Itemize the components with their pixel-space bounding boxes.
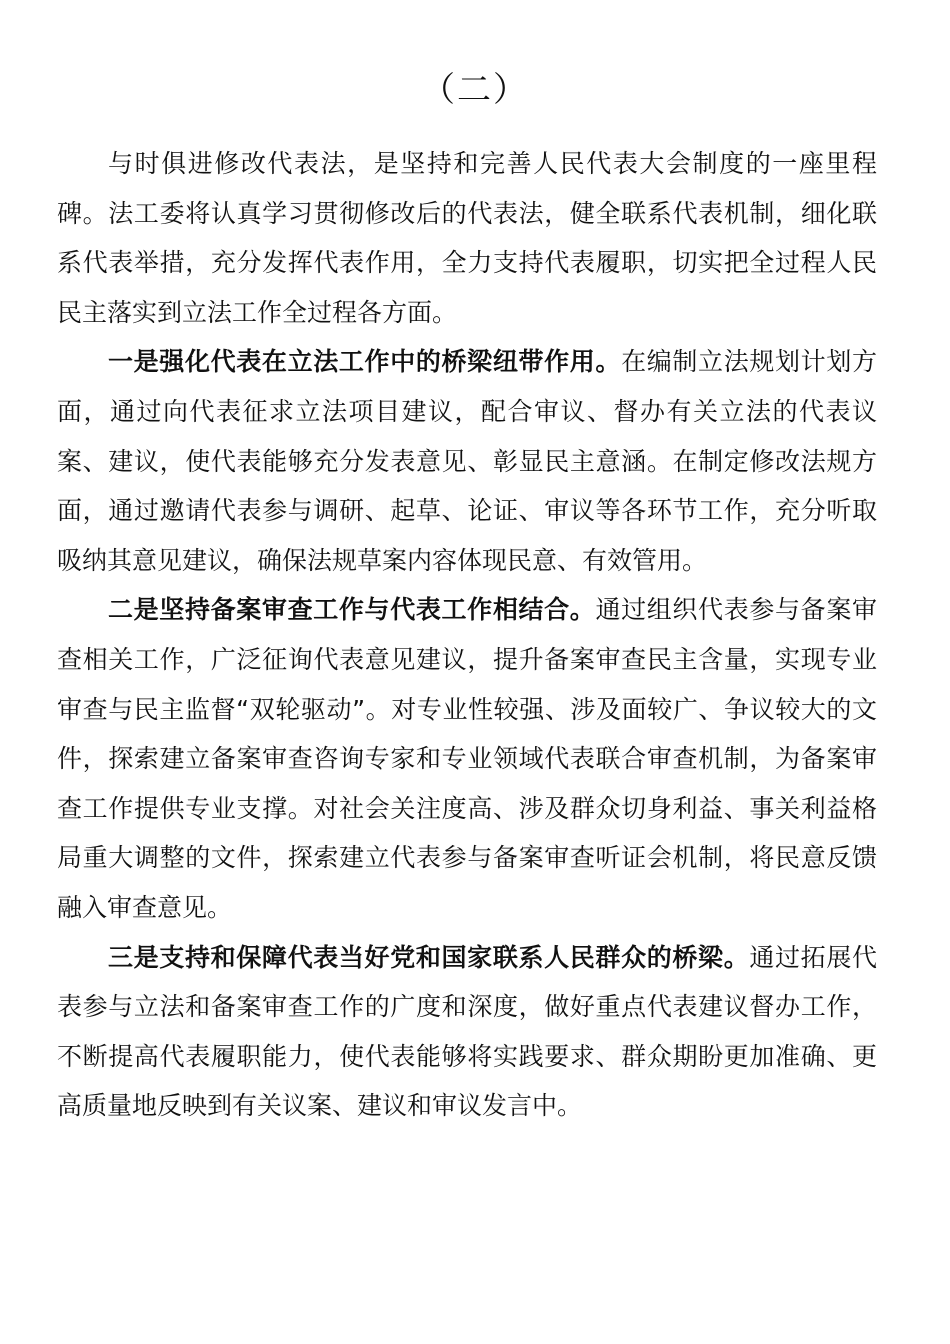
section-heading: （二） (421, 70, 529, 110)
paragraph-point-two (57, 585, 877, 932)
paragraph-text: 通过拓展代表参与立法和备案审查工作的广度和深度，做好重点代表建议督办工作，不断提高代表履职能力，使代表能够将实践要求、群众期盼更加准确、更高质量地反映到有关议案、建议和审议发言中。 (57, 942, 877, 1121)
paragraph-text: 与时俱进修改代表法，是坚持和完善人民代表大会制度的一座里程碑。法工委将认真学习贯彻修改后的代表法，健全联系代表机制，细化联系代表举措，充分发挥代表作用，全力支持代表履职，切实把全过程人民民主落实到立法工作全过程各方面。 (57, 149, 877, 327)
document-body (57, 139, 877, 1131)
paragraph-intro (57, 139, 877, 337)
paragraph-point-one (57, 337, 877, 585)
paragraph-text: 通过组织代表参与备案审查相关工作，广泛征询代表意见建议，提升备案审查民主含量，实现专业审查与民主监督“双轮驱动”。对专业性较强、涉及面较广、争议较大的文件，探索建立备案审查咨询专家和专业领域代表联合审查机制，为备案审查工作提供专业支撑。对社会关注度高、涉及群众切身利益、事关利益格局重大调整的文件，探索建立代表参与备案审查听证会机制，将民意反馈融入审查意见。 (57, 595, 877, 922)
paragraph-point-three (57, 933, 877, 1131)
paragraph-lead: 三是支持和保障代表当好党和国家联系人民群众的桥梁。 (108, 942, 750, 972)
paragraph-lead: 二是坚持备案审查工作与代表工作相结合。 (108, 595, 596, 625)
paragraph-lead: 一是强化代表在立法工作中的桥梁纽带作用。 (108, 347, 622, 377)
paragraph-text: 在编制立法规划计划方面，通过向代表征求立法项目建议，配合审议、督办有关立法的代表议案、建议，使代表能够充分发表意见、彰显民主意涵。在制定修改法规方面，通过邀请代表参与调研、起草、论证、审议等各环节工作，充分听取吸纳其意见建议，确保法规草案内容体现民意、有效管用。 (57, 347, 877, 575)
